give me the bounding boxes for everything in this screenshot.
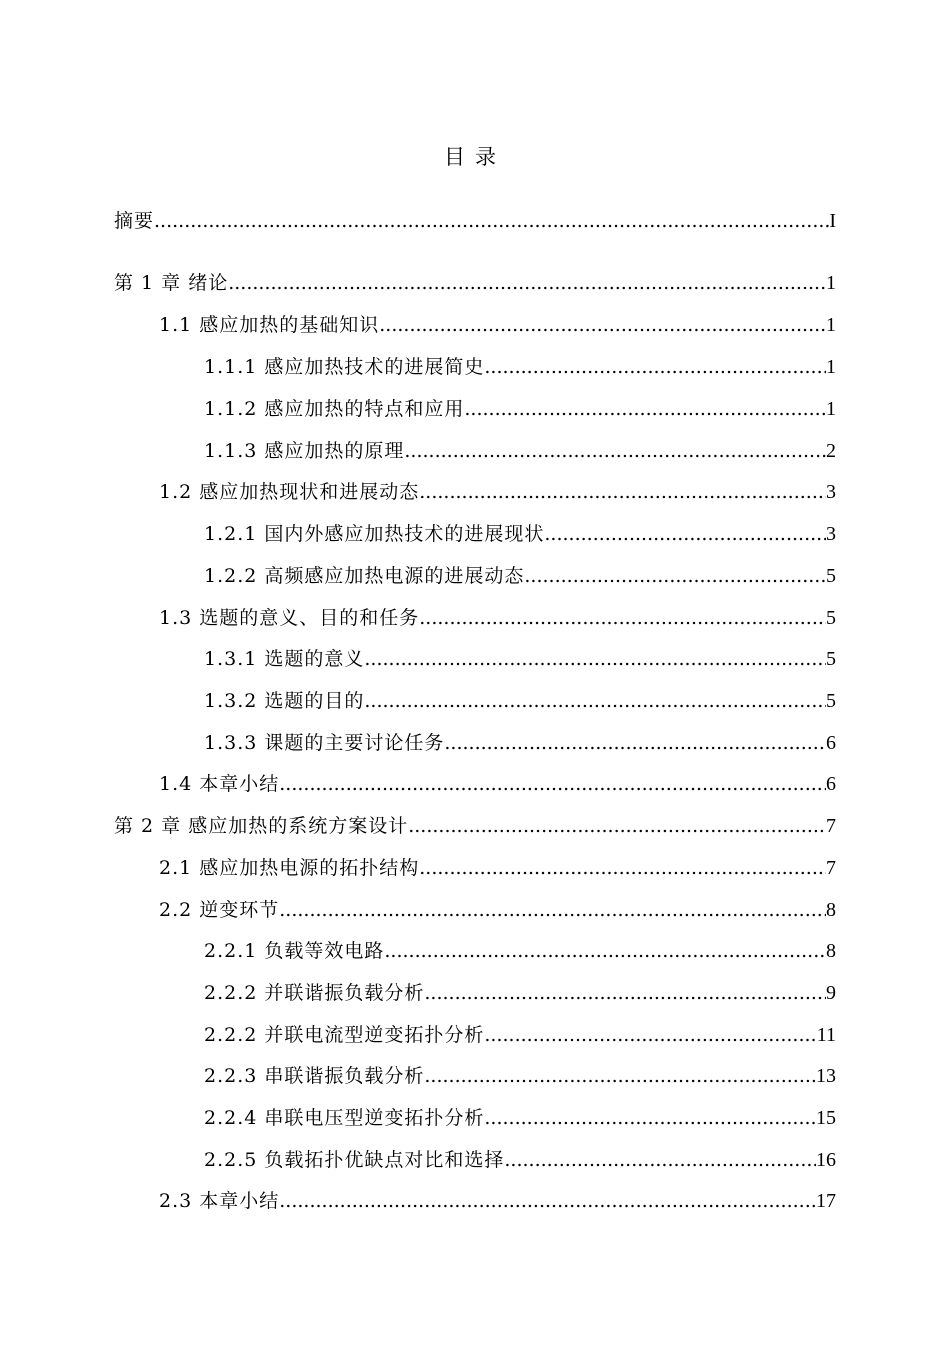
toc-entry[interactable] <box>114 638 836 672</box>
toc-page-number: 1 <box>826 356 836 378</box>
toc-page-number: 6 <box>826 732 836 754</box>
toc-entry[interactable] <box>114 304 836 338</box>
toc-entry-title: 2.1 感应加热电源的拓扑结构 <box>159 857 420 879</box>
toc-dot-leader <box>404 438 826 464</box>
toc-entry[interactable] <box>114 1139 836 1173</box>
toc-dot-leader <box>424 1063 816 1089</box>
toc-dot-leader <box>504 1147 816 1173</box>
toc-entry[interactable] <box>114 597 836 631</box>
toc-dot-leader <box>364 646 826 672</box>
toc-entry[interactable] <box>114 889 836 923</box>
toc-page-number: 1 <box>826 398 836 420</box>
toc-page-number: 17 <box>816 1190 836 1212</box>
toc-dot-leader <box>279 897 826 923</box>
toc-dot-leader <box>484 354 826 380</box>
toc-page-number: 1 <box>826 314 836 336</box>
toc-entry[interactable] <box>114 763 836 797</box>
toc-page-number: 7 <box>826 857 836 879</box>
toc-entry[interactable] <box>114 471 836 505</box>
toc-entry[interactable] <box>114 805 836 839</box>
toc-entry[interactable] <box>114 1097 836 1131</box>
toc-entry-title: 2.2.1 负载等效电路 <box>204 940 385 962</box>
toc-page-number: 11 <box>816 1024 836 1046</box>
toc-entry-title: 1.3.3 课题的主要讨论任务 <box>204 732 445 754</box>
toc-page-number: 9 <box>826 982 836 1004</box>
toc-page-number: 1 <box>826 272 836 294</box>
toc-entry[interactable] <box>114 1014 836 1048</box>
toc-entry[interactable] <box>114 680 836 714</box>
toc-entry[interactable] <box>114 847 836 881</box>
toc-entry[interactable] <box>114 722 836 756</box>
toc-dot-leader <box>444 730 826 756</box>
toc-entry-title: 1.3.1 选题的意义 <box>204 648 365 670</box>
toc-page-number: 15 <box>816 1107 836 1129</box>
toc-page-number: 3 <box>826 523 836 545</box>
toc-entry-title: 第 1 章 绪论 <box>114 272 229 294</box>
toc-entry-title: 1.4 本章小结 <box>159 773 280 795</box>
toc-entry[interactable] <box>114 1180 836 1214</box>
toc-entry-title: 1.2 感应加热现状和进展动态 <box>159 481 420 503</box>
toc-entry[interactable] <box>114 555 836 589</box>
toc-dot-leader <box>154 208 829 234</box>
toc-entry[interactable] <box>114 513 836 547</box>
toc-entry-title: 2.2.2 并联电流型逆变拓扑分析 <box>204 1024 485 1046</box>
toc-entry-title: 1.1.1 感应加热技术的进展简史 <box>204 356 485 378</box>
toc-dot-leader <box>544 521 826 547</box>
toc-entry-title: 1.2.2 高频感应加热电源的进展动态 <box>204 565 525 587</box>
toc-dot-leader <box>419 479 826 505</box>
toc-entry-title: 2.2.2 并联谐振负载分析 <box>204 982 425 1004</box>
toc-entry[interactable] <box>114 200 836 234</box>
toc-dot-leader <box>484 1105 816 1131</box>
toc-dot-leader <box>279 771 826 797</box>
toc-page-number: 7 <box>826 815 836 837</box>
toc-entry-title: 1.2.1 国内外感应加热技术的进展现状 <box>204 523 545 545</box>
toc-entry[interactable] <box>114 430 836 464</box>
toc-entry-title: 摘要 <box>114 210 155 232</box>
toc-entry-title: 第 2 章 感应加热的系统方案设计 <box>114 815 409 837</box>
toc-entry-title: 2.2.5 负载拓扑优缺点对比和选择 <box>204 1149 505 1171</box>
toc-entry-title: 1.1.3 感应加热的原理 <box>204 440 405 462</box>
toc-dot-leader <box>419 605 826 631</box>
toc-page-number: 5 <box>826 690 836 712</box>
toc-page-number: 6 <box>826 773 836 795</box>
toc-dot-leader <box>379 312 826 338</box>
page-title: 目录 <box>444 145 506 169</box>
toc-dot-leader <box>408 813 826 839</box>
toc-entry-title: 2.3 本章小结 <box>159 1190 280 1212</box>
toc-dot-leader <box>484 1022 816 1048</box>
toc-entry-title: 2.2 逆变环节 <box>159 899 280 921</box>
toc-dot-leader <box>419 855 826 881</box>
toc-page-number: 8 <box>826 940 836 962</box>
toc-page-number: 2 <box>826 440 836 462</box>
toc-dot-leader <box>524 563 826 589</box>
toc-dot-leader <box>464 396 826 422</box>
toc-page-number: I <box>829 210 836 232</box>
toc-entry[interactable] <box>114 262 836 296</box>
toc-page-number: 5 <box>826 648 836 670</box>
toc-entry-title: 2.2.4 串联电压型逆变拓扑分析 <box>204 1107 485 1129</box>
toc-entry[interactable] <box>114 930 836 964</box>
toc-page-number: 3 <box>826 481 836 503</box>
toc-dot-leader <box>424 980 826 1006</box>
toc-entry[interactable] <box>114 346 836 380</box>
toc-entry-title: 1.3.2 选题的目的 <box>204 690 365 712</box>
toc-page-number: 8 <box>826 899 836 921</box>
toc-entry[interactable] <box>114 1055 836 1089</box>
toc-entry[interactable] <box>114 972 836 1006</box>
toc-entry-title: 2.2.3 串联谐振负载分析 <box>204 1065 425 1087</box>
toc-dot-leader <box>228 270 826 296</box>
toc-page-number: 13 <box>816 1065 836 1087</box>
toc-dot-leader <box>384 938 826 964</box>
toc-page-number: 16 <box>816 1149 836 1171</box>
toc-page-number: 5 <box>826 607 836 629</box>
toc-dot-leader <box>364 688 826 714</box>
toc-entry[interactable] <box>114 388 836 422</box>
toc-dot-leader <box>279 1188 816 1214</box>
toc-page-number: 5 <box>826 565 836 587</box>
toc-entry-title: 1.1 感应加热的基础知识 <box>159 314 380 336</box>
toc-entry-title: 1.3 选题的意义、目的和任务 <box>159 607 420 629</box>
toc-entry-title: 1.1.2 感应加热的特点和应用 <box>204 398 465 420</box>
